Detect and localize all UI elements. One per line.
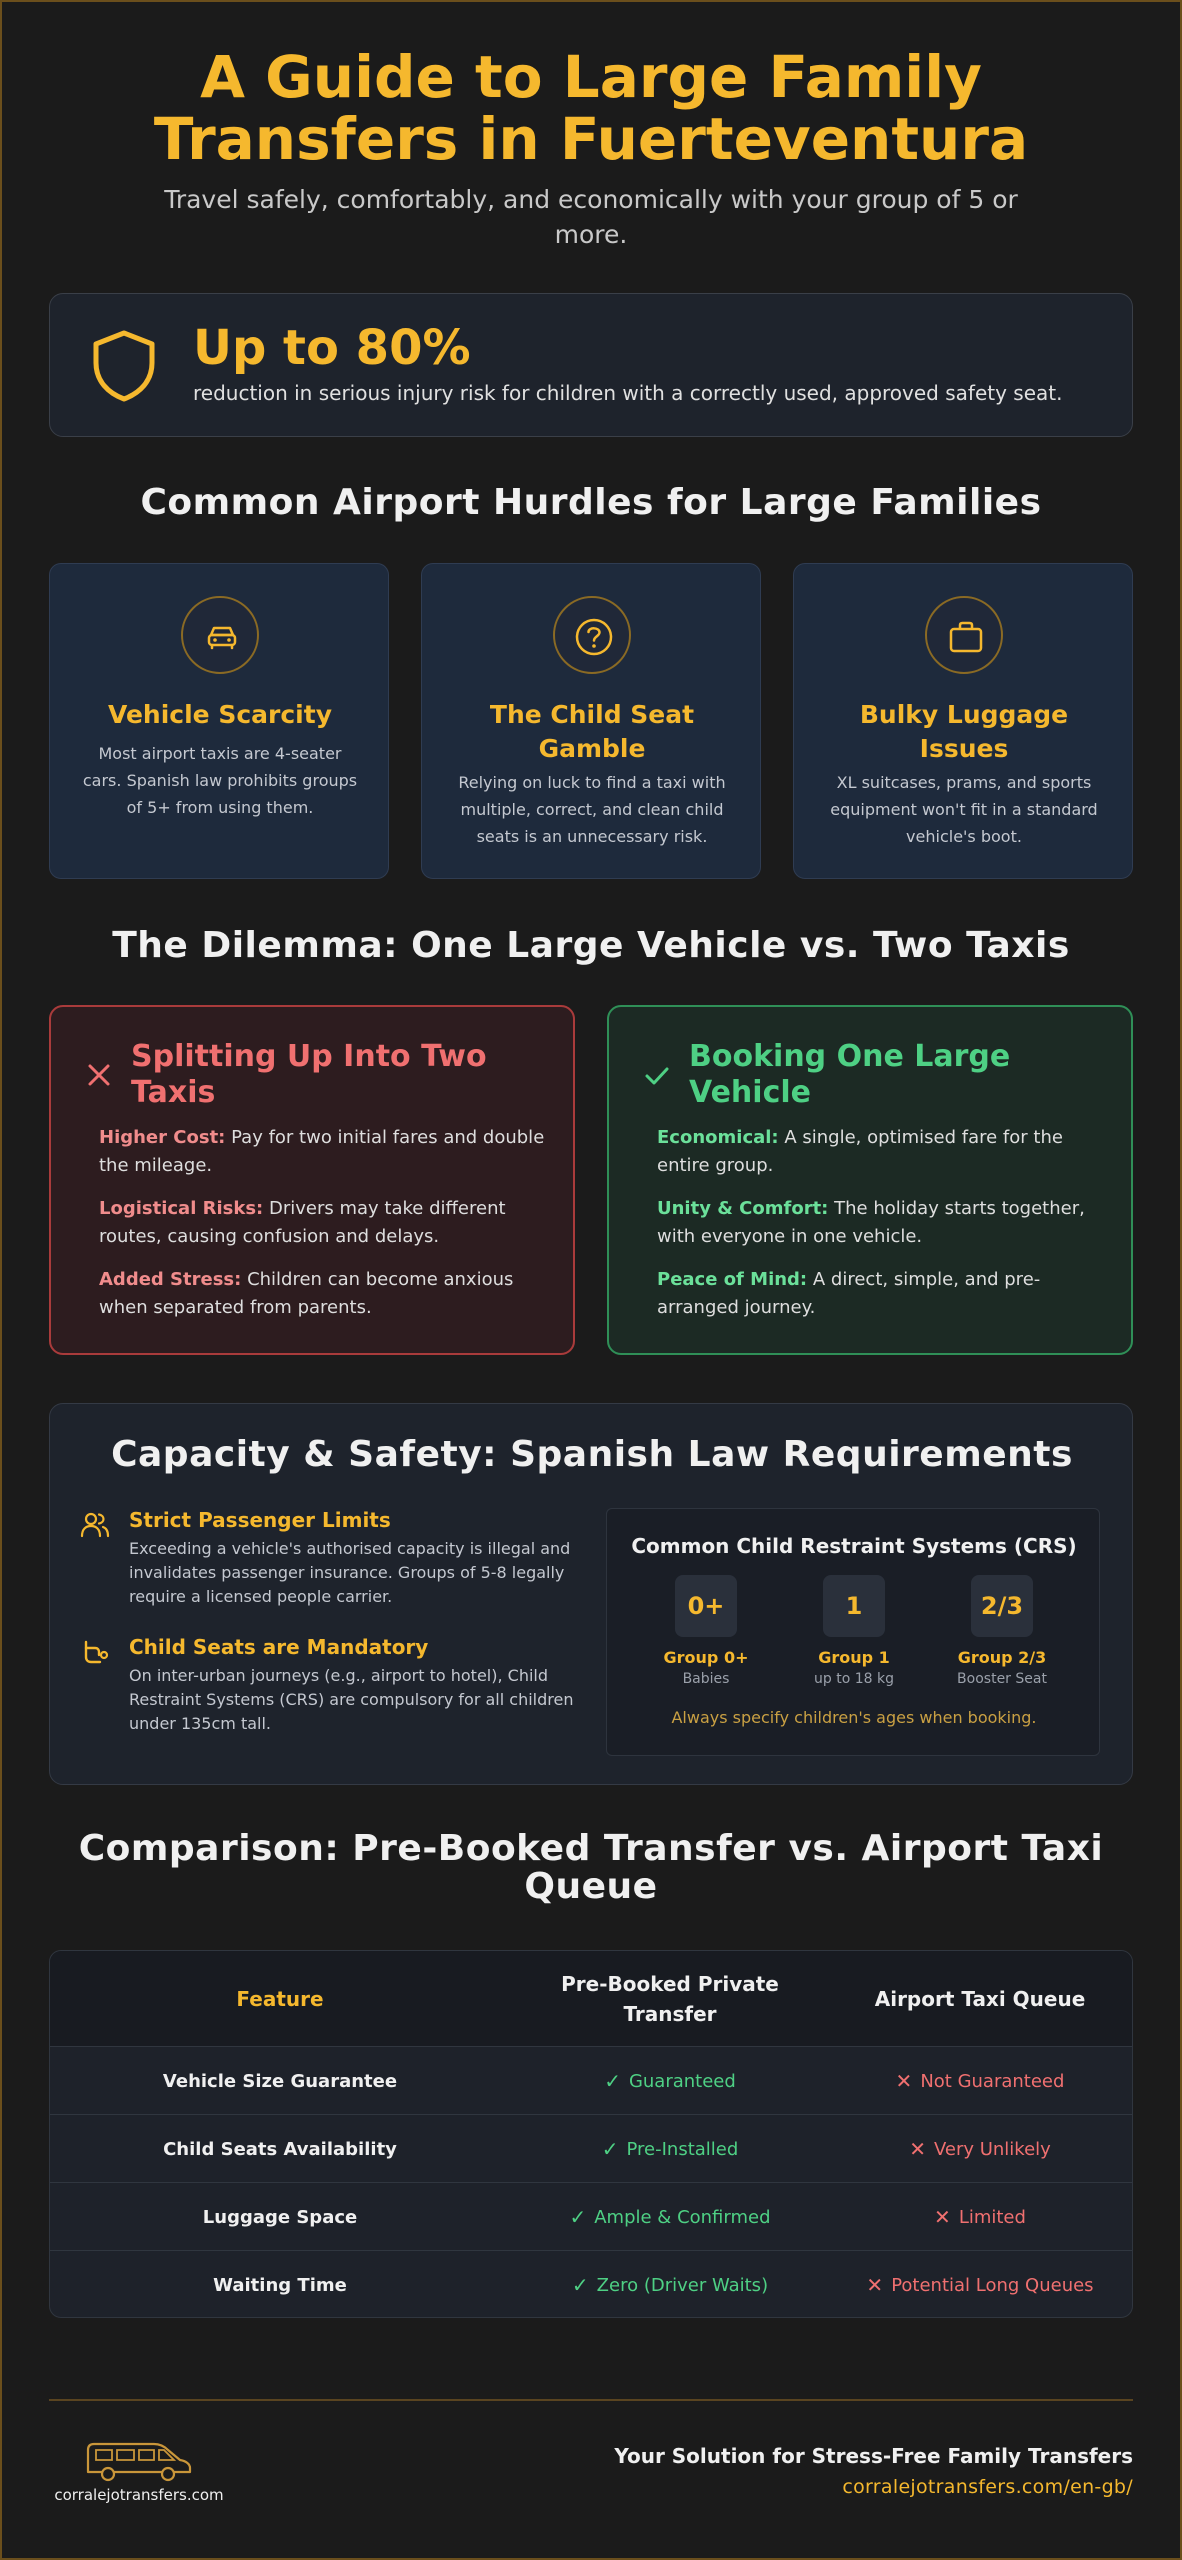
table-row [50,2047,1133,2115]
check-icon [643,1061,671,1089]
dilemma-title: Splitting Up Into Two Taxis [131,1039,487,1110]
table-cell-taxi: ✕ Limited [934,2205,1026,2229]
column-header-taxi: Airport Taxi Queue [874,1987,1086,2011]
crs-group-detail: Babies [682,1671,730,1687]
users-icon [80,1510,110,1540]
dilemma-point: Higher Cost: Pay for two initial fares and double the mileage. [99,1127,545,1176]
question-icon [574,617,614,657]
dilemma-point: Added Stress: Children can become anxious when separated from parents. [99,1269,514,1318]
close-icon: ✕ [909,2137,926,2161]
table-cell-transfer: ✓ Guaranteed [604,2069,736,2093]
crs-group [784,1575,924,1689]
crs-group [932,1575,1072,1689]
table-cell-transfer: ✓ Ample & Confirmed [569,2205,771,2229]
crs-group-name: Group 1 [818,1648,890,1667]
crs-group-detail: up to 18 kg [814,1671,894,1687]
dilemma-card-two-taxis [49,1005,575,1355]
hurdle-description: Most airport taxis are 4-seater cars. Spanish law prohibits groups of 5+ from using them. [82,744,358,817]
brand-name: corralejotransfers.com [54,2486,224,2504]
dilemma-point: Peace of Mind: A direct, simple, and pre-arranged journey. [657,1269,1041,1318]
van-logo-icon [84,2436,194,2484]
law-rule-text: Exceeding a vehicle's authorised capacity is illegal and invalidates passenger insurance. Groups of 5-8 legally require a licensed people carrier. [129,1539,571,1606]
close-icon: ✕ [866,2273,884,2297]
table-cell-taxi: ✕ Not Guaranteed [895,2069,1065,2093]
column-header-feature: Feature [236,1987,324,2011]
table-row [50,2115,1133,2183]
hurdle-title: Bulky Luggage Issues [859,700,1069,763]
table-cell-transfer: ✓ Pre-Installed [601,2137,739,2161]
close-icon: ✕ [934,2205,951,2229]
law-rule-text: On inter-urban journeys (e.g., airport to hotel), Child Restraint Systems (CRS) are compulsory for all children under 135cm tall. [129,1666,574,1733]
table-cell-taxi: ✕ Very Unlikely [909,2137,1051,2161]
dilemma-card-one-vehicle [607,1005,1133,1355]
crs-badge: 0+ [675,1575,737,1637]
hurdle-title: The Child Seat Gamble [489,700,695,763]
check-icon: ✓ [604,2069,621,2093]
table-cell-transfer: ✓ Zero (Driver Waits) [571,2273,769,2297]
close-icon [85,1061,113,1089]
stat-callout [49,293,1133,437]
hurdle-card-vehicle [49,563,389,879]
table-row [50,2251,1133,2318]
law-rule-title: Child Seats are Mandatory [129,1635,429,1659]
footer-tagline: Your Solution for Stress-Free Family Transfers [614,2444,1133,2468]
briefcase-icon [946,617,986,657]
hurdle-card-luggage [793,563,1133,879]
check-icon: ✓ [601,2137,619,2161]
table-cell-feature: Waiting Time [213,2274,347,2296]
crs-group-detail: Booster Seat [957,1671,1047,1687]
hurdle-title: Vehicle Scarcity [107,700,332,729]
car-icon [202,617,242,657]
table-cell-feature: Luggage Space [202,2206,358,2228]
hurdle-description: XL suitcases, prams, and sports equipment won't fit in a standard vehicle's boot. [830,773,1098,846]
crs-group-name: Group 2/3 [957,1648,1047,1667]
footer-divider [49,2399,1133,2401]
table-cell-taxi: ✕ Potential Long Queues [866,2273,1094,2297]
stat-value: Up to 80% [193,320,471,376]
law-section [49,1403,1133,1785]
child-seat-icon [80,1637,110,1667]
law-rule-title: Strict Passenger Limits [129,1508,391,1532]
dilemma-point: Logistical Risks: Drivers may take different routes, causing confusion and delays. [99,1198,506,1247]
dilemma-title: Booking One Large Vehicle [689,1039,1011,1110]
page-title: A Guide to Large Family Transfers in Fuerteventura [153,43,1029,173]
table-row [50,2183,1133,2251]
hurdles-heading: Common Airport Hurdles for Large Families [140,482,1042,523]
column-header-transfer: Pre-Booked Private Transfer [561,1972,779,2026]
table-header [50,1951,1133,2047]
dilemma-point: Unity & Comfort: The holiday starts together, with everyone in one vehicle. [657,1198,1085,1247]
crs-note: Always specify children's ages when booking. [671,1708,1037,1727]
hurdle-description: Relying on luck to find a taxi with multiple, correct, and clean child seats is an unnecessary risk. [458,773,726,846]
shield-icon [90,329,158,403]
dilemma-heading: The Dilemma: One Large Vehicle vs. Two Taxis [112,925,1070,966]
close-icon: ✕ [895,2069,913,2093]
crs-badge: 2/3 [971,1575,1033,1637]
crs-panel [606,1508,1100,1756]
crs-title: Common Child Restraint Systems (CRS) [631,1534,1077,1558]
comparison-heading: Comparison: Pre-Booked Transfer vs. Airport Taxi Queue [78,1828,1104,1907]
crs-badge: 1 [823,1575,885,1637]
stat-description: reduction in serious injury risk for children with a correctly used, approved safety seat. [193,381,1063,405]
table-cell-feature: Child Seats Availability [163,2138,397,2160]
footer-url-link[interactable]: corralejotransfers.com/en-gb/ [842,2476,1133,2498]
comparison-table [49,1950,1133,2318]
table-cell-feature: Vehicle Size Guarantee [162,2070,398,2092]
law-heading: Capacity & Safety: Spanish Law Requirements [111,1434,1073,1475]
dilemma-point: Economical: A single, optimised fare for the entire group. [657,1127,1063,1176]
check-icon: ✓ [571,2273,589,2297]
crs-group [636,1575,776,1689]
crs-group-name: Group 0+ [663,1648,749,1667]
hurdle-card-child-seat [421,563,761,879]
page-subtitle: Travel safely, comfortably, and economically with your group of 5 or more. [164,185,1018,249]
check-icon: ✓ [569,2205,587,2229]
